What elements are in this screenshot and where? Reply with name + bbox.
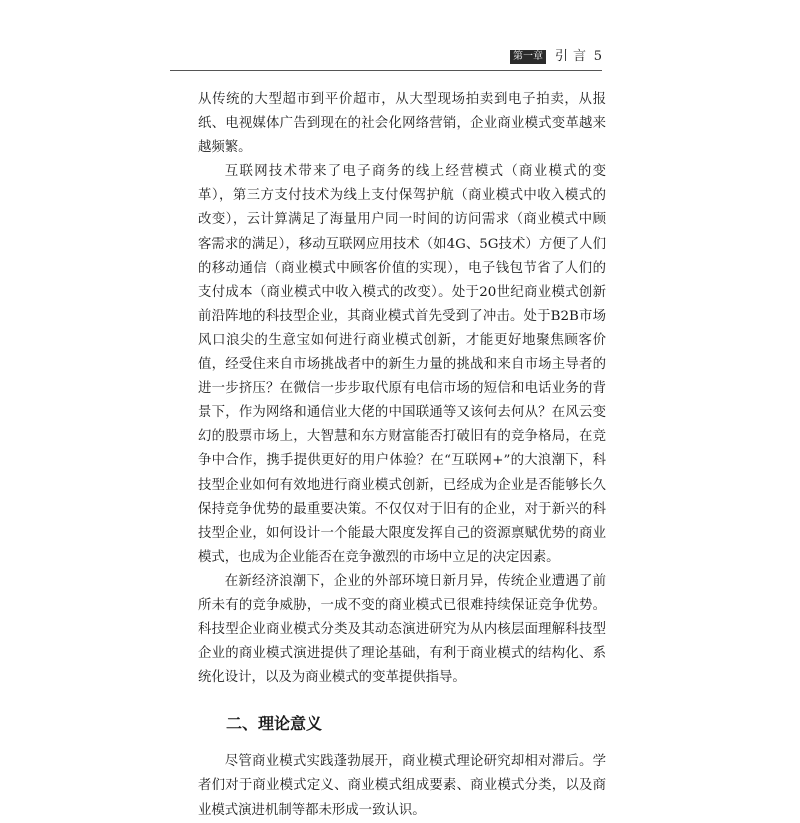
paragraph: 尽管商业模式实践蓬勃展开，商业模式理论研究却相对滞后。学者们对于商业模式定义、商业模式组成要素、商业模式分类，以及商业模式演进机制等都未形成一致认识。	[198, 754, 606, 818]
paragraph: 互联网技术带来了电子商务的线上经营模式（商业模式的变革），第三方支付技术为线上支付保驾护航（商业模式中收入模式的改变），云计算满足了海量用户同一时间的访问需求（商业模式中顾客需求的满足），移动互联网应用技术（如4G、5G技术）方便了人们的移动通信（商业模式中顾客价值的实现），电子钱包节省了人们的支付成本（商业模式中收入模式的改变）。处于20世纪商业模式创新前沿阵地的科技型企业，其商业模式首先受到了冲击。处于B2B市场风口浪尖的生意宝如何进行商业模式创新，才能更好地聚焦顾客价值，经受住来自市场挑战者中的新生力量的挑战和来自市场主导者的进一步挤压？在微信一步步取代原有电信市场的短信和电话业务的背景下，作为网络和通信业大佬的中国联通等又该何去何从？在风云变幻的股票市场上，大智慧和东方财富能否打破旧有的竞争格局，在竞争中合作，携手提供更好的用户体验？在“互联网+”的大浪潮下，科技型企业如何有效地进行商业模式创新，已经成为企业是否能够长久保持竞争优势的最重要决策。不仅仅对于旧有的企业，对于新兴的科技型企业，如何设计一个能最大限度发挥自己的资源禀赋优势的商业模式，也成为企业能否在竞争激烈的市场中立足的决定因素。	[198, 164, 606, 565]
chapter-name: 引言	[555, 49, 592, 64]
section-heading: 二、理论意义	[226, 714, 323, 734]
paragraph: 在新经济浪潮下，企业的外部环境日新月异，传统企业遭遇了前所未有的竞争威胁，一成不变的商业模式已很难持续保证竞争优势。科技型企业商业模式分类及其动态演进研究为从内核层面理解科技型企业的商业模式演进提供了理论基础，有利于商业模式的结构化、系统化设计，以及为商业模式的变革提供指导。	[198, 573, 606, 686]
chapter-badge: 第一章	[510, 50, 546, 64]
page-body	[198, 88, 606, 823]
page-number: 5	[593, 49, 602, 64]
paragraph: 从传统的大型超市到平价超市，从大型现场拍卖到电子拍卖，从报纸、电视媒体广告到现在的社会化网络营销，企业商业模式变革越来越频繁。	[198, 92, 606, 156]
running-header	[170, 48, 602, 71]
